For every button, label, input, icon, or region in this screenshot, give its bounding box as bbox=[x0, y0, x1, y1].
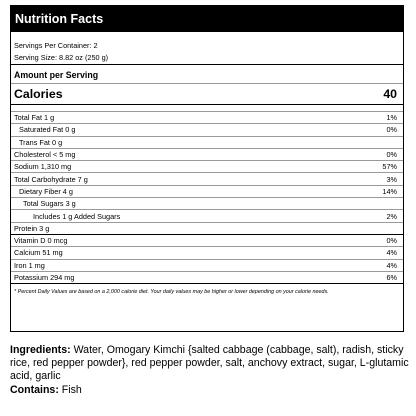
nutrient-dv: 1% bbox=[386, 113, 397, 123]
nutrient-row-potassium bbox=[11, 272, 403, 284]
nutrient-label: Total Fat 1 g bbox=[14, 113, 55, 123]
spacer-row bbox=[11, 105, 403, 112]
nutrient-row-iron bbox=[11, 260, 403, 272]
ingredients-statement bbox=[10, 344, 410, 383]
nutrient-dv: 0% bbox=[386, 150, 397, 160]
daily-value-footnote: * Percent Daily Values are based on a 2,000 calorie diet. Your daily values may be higher or lower depending on your calorie needs. bbox=[14, 289, 329, 296]
nutrient-label: Vitamin D 0 mcg bbox=[14, 236, 68, 246]
calories-value: 40 bbox=[383, 87, 397, 101]
nutrient-dv: 2% bbox=[386, 211, 397, 221]
nutrient-row-vitamin-d bbox=[11, 235, 403, 247]
nutrient-label: Potassium 294 mg bbox=[14, 273, 75, 282]
nutrient-row-added-sugars bbox=[11, 210, 403, 222]
calories-label: Calories bbox=[14, 87, 63, 101]
nutrient-dv: 0% bbox=[386, 125, 397, 135]
nutrient-label: Saturated Fat 0 g bbox=[19, 125, 76, 135]
nutrient-label: Sodium 1,310 mg bbox=[14, 162, 72, 172]
nutrient-dv: 14% bbox=[382, 186, 397, 196]
nutrient-dv: 4% bbox=[386, 260, 397, 270]
nutrient-label: Total Sugars 3 g bbox=[23, 199, 76, 209]
servings-per-container-row bbox=[11, 39, 403, 51]
nutrient-dv: 57% bbox=[382, 162, 397, 172]
nutrient-row-trans-fat bbox=[11, 137, 403, 149]
nutrient-label: Cholesterol < 5 mg bbox=[14, 150, 76, 160]
nutrient-row-protein bbox=[11, 223, 403, 235]
nutrient-label: Includes 1 g Added Sugars bbox=[33, 211, 121, 221]
calories-row bbox=[11, 84, 403, 105]
nutrient-row-sodium bbox=[11, 161, 403, 173]
nutrient-label: Trans Fat 0 g bbox=[19, 137, 63, 147]
nutrient-label: Protein 3 g bbox=[14, 223, 50, 233]
nutrient-dv: 6% bbox=[386, 273, 397, 282]
nutrition-facts-title: Nutrition Facts bbox=[11, 6, 403, 32]
serving-size-row bbox=[11, 51, 403, 65]
amount-per-serving: Amount per Serving bbox=[14, 70, 99, 80]
nutrition-facts-panel bbox=[10, 5, 404, 332]
allergen-statement bbox=[10, 384, 82, 397]
servings-per-container: Servings Per Container: 2 bbox=[14, 40, 98, 50]
ingredients-label: Ingredients: bbox=[10, 344, 71, 356]
nutrient-row-total-carbohydrate bbox=[11, 173, 403, 185]
nutrient-label: Calcium 51 mg bbox=[14, 248, 63, 258]
nutrient-row-total-fat bbox=[11, 112, 403, 124]
nutrient-label: Total Carbohydrate 7 g bbox=[14, 174, 88, 184]
ingredients-text: Water, Omogary Kimchi {salted cabbage (cabbage, salt), radish, sticky rice, red pepper powder}, red pepper powder, salt, anchovy extract, sugar, L-glutamic acid, garlic bbox=[10, 344, 409, 382]
nutrient-row-saturated-fat bbox=[11, 124, 403, 136]
nutrient-dv: 3% bbox=[386, 174, 397, 184]
contains-label: Contains: bbox=[10, 384, 59, 396]
nutrient-row-total-sugars bbox=[11, 198, 403, 210]
nutrient-row-calcium bbox=[11, 247, 403, 259]
nutrient-dv: 0% bbox=[386, 236, 397, 246]
nutrient-label: Iron 1 mg bbox=[14, 260, 45, 270]
nutrient-row-cholesterol bbox=[11, 149, 403, 161]
serving-size: Serving Size: 8.82 oz (250 g) bbox=[14, 53, 109, 62]
nutrient-dv: 4% bbox=[386, 248, 397, 258]
contains-text: Fish bbox=[58, 384, 82, 396]
amount-per-serving-row bbox=[11, 67, 403, 84]
nutrient-row-dietary-fiber bbox=[11, 186, 403, 198]
nutrient-label: Dietary Fiber 4 g bbox=[19, 186, 73, 196]
